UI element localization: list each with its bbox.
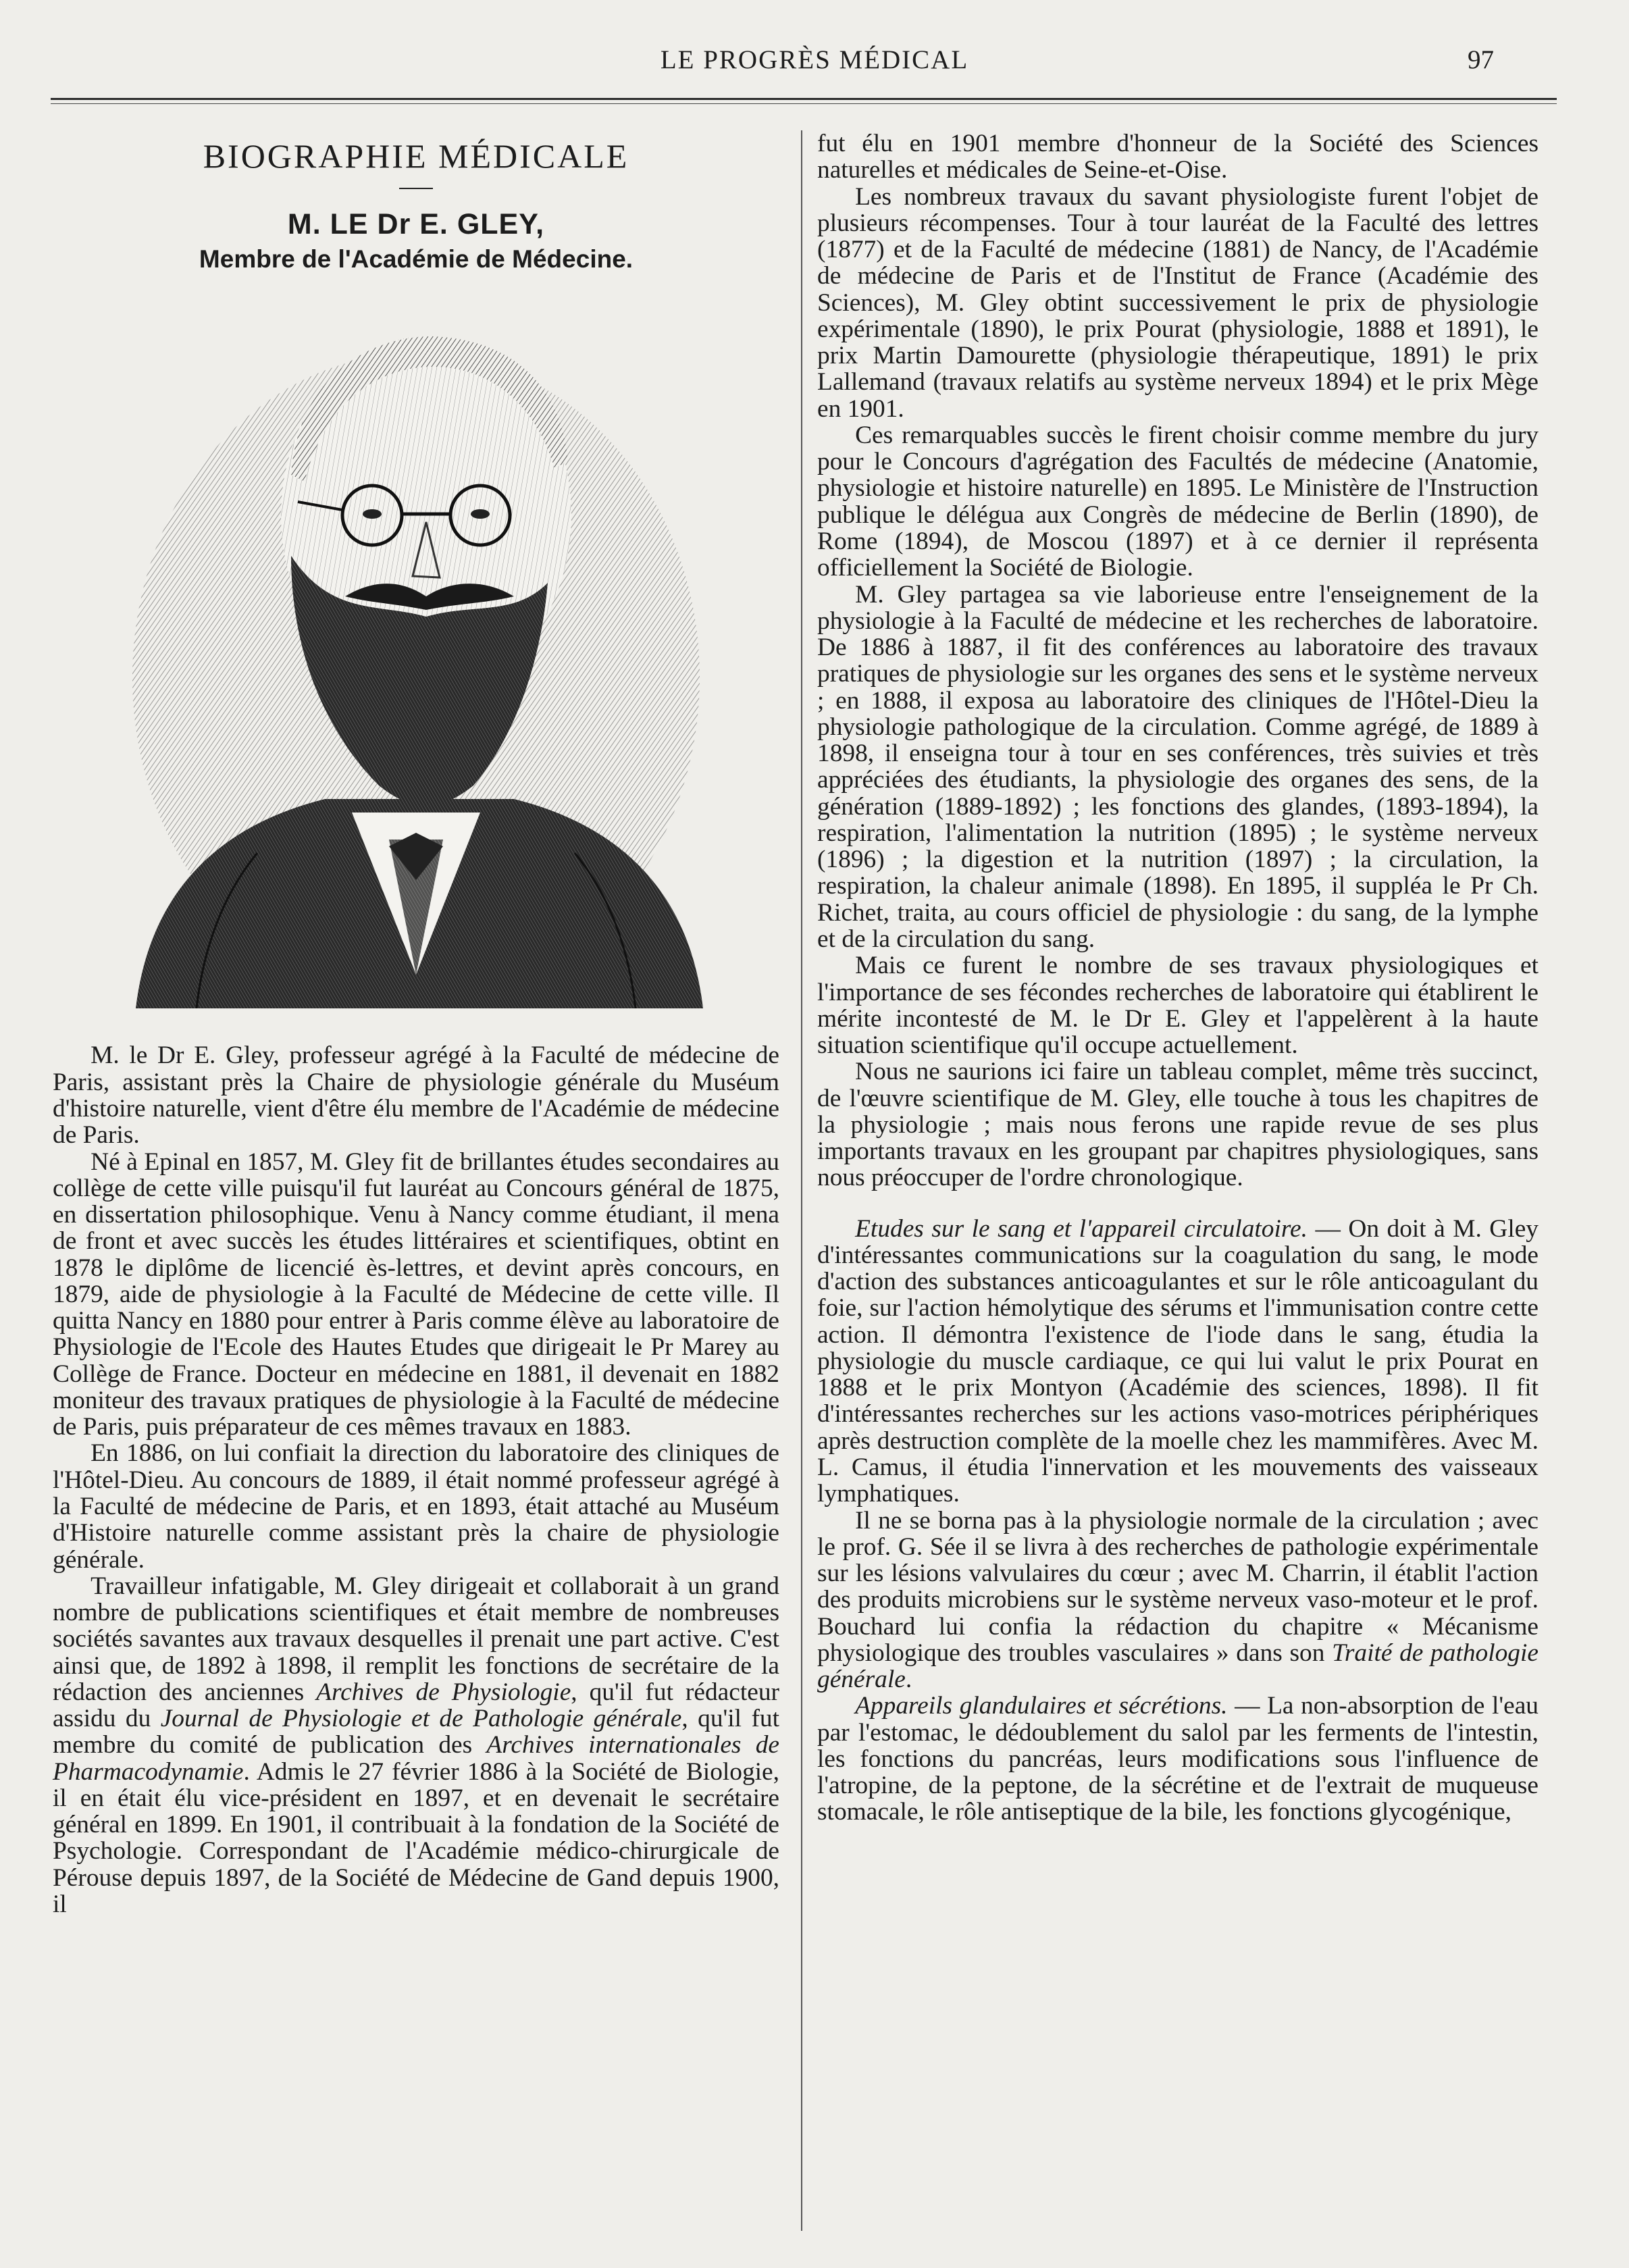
text-run: . (905, 1666, 912, 1694)
subject-title: Membre de l'Académie de Médecine. (199, 244, 634, 273)
text-run: Il ne se borna pas à la physiologie normale de la circulation ; avec le prof. G. Sée il se livra à des recherches de pathologie expérimentale sur les lésions valvulaires du cœur ; avec M. Charrin, il établit l'action des produits microbiens sur le système nerveux vaso-moteur et le prof. Bouchard lui confia la rédaction du chapitre « Mécanisme physiologique des troubles vasculaires » dans son (817, 1506, 1538, 1667)
text-run: , qu'il fut membre du comité de publication des (53, 1705, 779, 1759)
text-run: , qu'il fut rédacteur assidu du (53, 1678, 779, 1733)
text-run: . Admis le 27 février 1886 à la Société de Biologie, il en était élu vice-président en 1897, et en devenait le secrétaire général en 1899. En 1901, il contribuait à la fondation de la Société de Psychologie. Correspondant de l'Académie médico-chirurgicale de Pérouse depuis 1897, de la Société de Médecine de Gand depuis 1900, il (53, 1757, 779, 1918)
subsection-heading: Appareils glandulaires et sécrétions. (855, 1692, 1228, 1720)
text-run: Travailleur infatigable, M. Gley dirigeait et collaborait à un grand nombre de publications scientifiques et était membre de nombreuses sociétés savantes aux travaux desquelles il prenait une part active. C'est ainsi que, de 1892 à 1898, il remplit les fonctions de secrétaire de la rédaction des anciennes (53, 1572, 779, 1706)
running-title: LE PROGRÈS MÉDICAL (660, 45, 969, 74)
paragraph: fut élu en 1901 membre d'honneur de la Société des Sciences naturelles et médicales de Seine-et-Oise. (817, 130, 1538, 184)
paragraph: Né à Epinal en 1857, M. Gley fit de brillantes études secondaires au collège de cette ville puisqu'il fut lauréat au Concours général de 1875, en dissertation philosophique. Venu à Nancy comme étudiant, il mena de front et avec succès les études littéraires et scientifiques, obtint en 1878 le diplôme de licencié ès-lettres, et devint après concours, en 1879, aide de physiologie à la Faculté de Médecine de cette ville. Il quitta Nancy en 1880 pour entrer à Paris comme élève au laboratoire de Physiologie de l'Ecole des Hautes Etudes que dirigeait le Pr Marey au Collège de France. Docteur en médecine en 1881, il devenait en 1882 moniteur des travaux pratiques de physiologie à la Faculté de médecine de Paris, puis préparateur de ces mêmes travaux en 1883. (53, 1148, 779, 1441)
paragraph (817, 1216, 1538, 1507)
header-rule (51, 98, 1557, 100)
journal-title: Archives internationales de Pharmacodynamie (53, 1731, 779, 1786)
subsection-heading: Etudes sur le sang et l'appareil circulatoire. (855, 1214, 1308, 1243)
section-title: BIOGRAPHIE MÉDICALE (203, 137, 629, 175)
portrait-illustration (122, 299, 710, 1008)
book-title: Traité de pathologie générale (817, 1639, 1538, 1694)
paragraph: Mais ce furent le nombre de ses travaux physiologiques et l'importance de ses fécondes recherches de laboratoire qui établirent le mérite incontesté de M. le Dr E. Gley et l'appelèrent à la haute situation scientifique qu'il occupe actuellement. (817, 952, 1538, 1060)
paragraph: En 1886, on lui confiait la direction du laboratoire des cliniques de l'Hôtel-Dieu. Au concours de 1889, il était nommé professeur agrégé à la Faculté de médecine de Paris, et en 1893, était attaché au Muséum d'Histoire naturelle comme assistant près la chaire de physiologie générale. (53, 1439, 779, 1574)
journal-title: Archives de Physiologie (316, 1678, 571, 1706)
paragraph (817, 1507, 1538, 1693)
left-column (53, 130, 779, 1917)
title-dash (399, 188, 433, 189)
right-column (817, 130, 1538, 1826)
header-rule-thin (51, 103, 1557, 104)
paragraph (817, 1693, 1538, 1825)
journal-title: Journal de Physiologie et de Pathologie générale (160, 1705, 682, 1733)
paragraph: M. le Dr E. Gley, professeur agrégé à la Faculté de médecine de Paris, assistant près la Chaire de physiologie générale du Muséum d'histoire naturelle, vient d'être élu membre de l'Académie de médecine de Paris. (53, 1041, 779, 1150)
subject-name: M. LE Dr E. GLEY, (287, 207, 545, 240)
paragraph: M. Gley partagea sa vie laborieuse entre l'enseignement de la physiologie à la Faculté de médecine et les recherches de laboratoire. De 1886 à 1887, il fit des conférences au laboratoire des travaux pratiques de physiologie sur les organes des sens et le système nerveux ; en 1888, il exposa au laboratoire des cliniques de l'Hôtel-Dieu la physiologie pathologique de la circulation. Comme agrégé, de 1889 à 1898, il enseigna tour à tour en ses conférences, très suivies et très appréciées des étudiants, la physiologie des organes des sens, de la génération (1889-1892) ; les fonctions des glandes, (1893-1894), la respiration, l'alimentation la nutrition (1895) ; le système nerveux (1896) ; la digestion et la nutrition (1897) ; la circulation, la respiration, la chaleur animale (1898). En 1895, il suppléa le Pr Ch. Richet, traita, au cours officiel de physiologie : du sang, de la lymphe et de la circulation du sang. (817, 580, 1538, 953)
paragraph: Ces remarquables succès le firent choisir comme membre du jury pour le Concours d'agrégation des Facultés de médecine (Anatomie, physiologie et histoire naturelle) en 1895. Le Ministère de l'Instruction publique le délégua aux Congrès de médecine de Berlin (1890), de Rome (1894), de Moscou (1897) et à ce dernier il représenta officiellement la Société de Biologie. (817, 421, 1538, 582)
text-run: — On doit à M. Gley d'intéressantes communications sur la coagulation du sang, le mode d'action des substances anticoagulantes et sur le rôle anticoagulant du foie, sur l'action hémolytique des sérums et l'immunisation contre cette action. Il démontra l'existence de l'iode dans le sang, étudia la physiologie du muscle cardiaque, ce qui lui valut le prix Pourat en 1888 et le prix Montyon (Académie des sciences, 1898). Il fit d'intéressantes recherches sur les actions vaso-motrices périphériques après destruction complète de la moelle chez les mammifères. Avec M. L. Camus, il étudia l'innervation et les mouvements des vaisseaux lymphatiques. (817, 1214, 1538, 1508)
column-rule (801, 130, 802, 2231)
text-run: — La non-absorption de l'eau par l'estomac, le dédoublement du salol par les ferments de l'intestin, les fonctions du pancréas, leurs modifications sous l'influence de l'atropine, de la peptone, de la sécrétine et de l'extrait de muqueuse stomacale, le rôle antiseptique de la bile, les fonctions glycogénique, (817, 1692, 1538, 1826)
paragraph: Les nombreux travaux du savant physiologiste furent l'objet de plusieurs récompenses. Tour à tour lauréat de la Faculté des lettres (1877) et de la Faculté de médecine (1881) de Nancy, de l'Académie de médecine de Paris et de l'Institut de France (Académie des Sciences), M. Gley obtint successivement le prix de physiologie expérimentale (1890), le prix Pourat (physiologie, 1888 et 1891), le prix Martin Damourette (physiologie thérapeutique, 1891) le prix Lallemand (travaux relatifs au système nerveux 1894) et le prix Mège en 1901. (817, 182, 1538, 423)
paragraph (53, 1573, 779, 1917)
running-head (0, 45, 1629, 78)
page-number: 97 (1468, 45, 1494, 74)
paragraph: Nous ne saurions ici faire un tableau complet, même très succinct, de l'œuvre scientifique de M. Gley, elle touche à tous les chapitres de la physiologie ; mais nous ferons une rapide revue de ses plus importants travaux en les groupant par chapitres physiologiques, sans nous préoccuper de l'ordre chronologique. (817, 1058, 1538, 1192)
